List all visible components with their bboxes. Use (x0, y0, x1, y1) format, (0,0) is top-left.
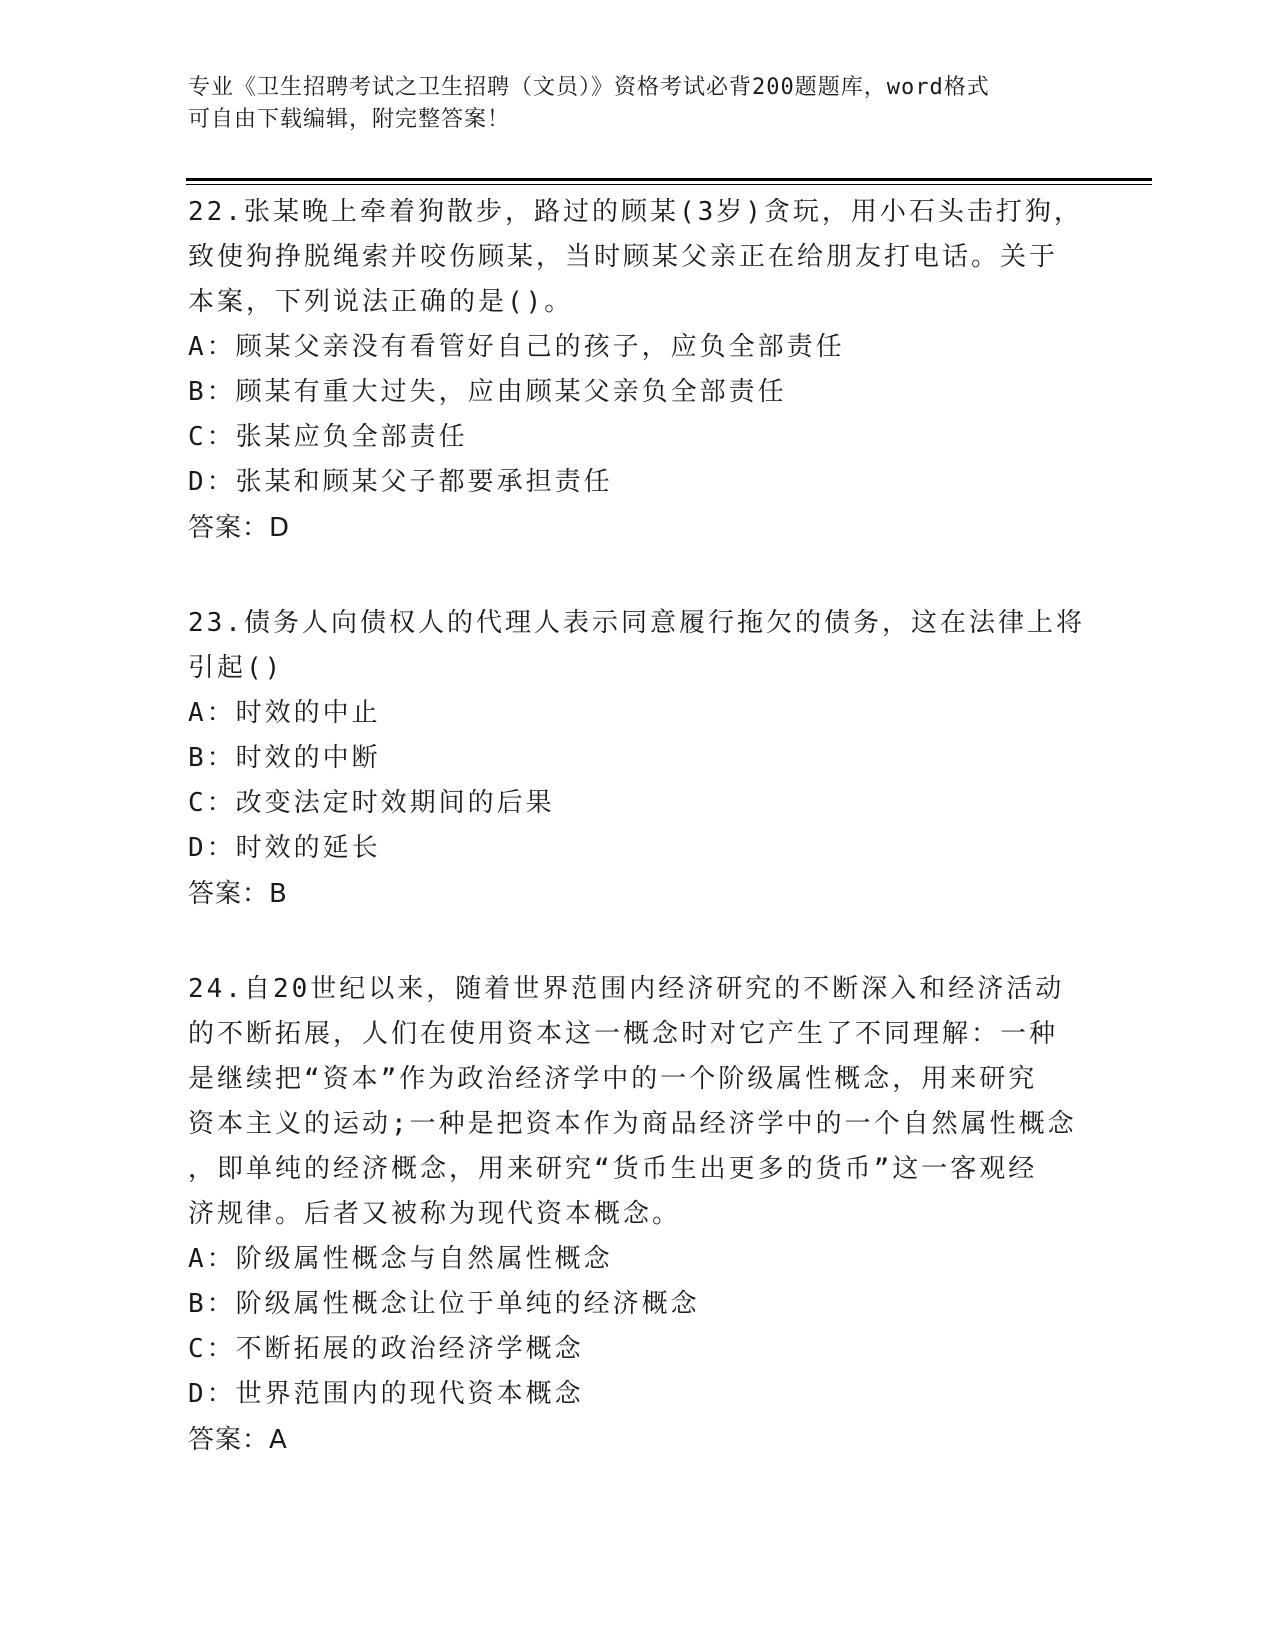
option-a: A：时效的中止 (188, 698, 381, 728)
document-header (188, 72, 1078, 136)
option-c: C：改变法定时效期间的后果 (188, 788, 555, 818)
question-22 (188, 190, 1088, 551)
option-c: C：张某应负全部责任 (188, 422, 468, 452)
option-d: D：世界范围内的现代资本概念 (188, 1379, 584, 1409)
header-divider-thick (186, 178, 1152, 181)
answer-label: 答案：B (188, 879, 288, 909)
question-text-line: 22.张某晚上牵着狗散步，路过的顾某(3岁)贪玩，用小石头击打狗， (188, 197, 1083, 227)
question-text-line: 的不断拓展，人们在使用资本这一概念时对它产生了不同理解：一种 (188, 1019, 1059, 1049)
answer-label: 答案：D (188, 513, 291, 543)
question-text-line: 是继续把“资本”作为政治经济学中的一个阶级属性概念，用来研究 (188, 1064, 1038, 1094)
option-d: D：时效的延长 (188, 833, 381, 863)
question-23 (188, 601, 1088, 917)
answer-label: 答案：A (188, 1425, 288, 1455)
option-c: C：不断拓展的政治经济学概念 (188, 1334, 584, 1364)
question-text-line: 济规律。后者又被称为现代资本概念。 (188, 1199, 682, 1229)
question-text-line: 引起() (188, 653, 284, 683)
question-text-line: 23.债务人向债权人的代理人表示同意履行拖欠的债务，这在法律上将 (188, 608, 1085, 638)
option-d: D：张某和顾某父子都要承担责任 (188, 467, 613, 497)
header-line-1: 专业《卫生招聘考试之卫生招聘（文员）》资格考试必背200题题库，word格式 (188, 75, 990, 100)
header-line-2: 可自由下载编辑，附完整答案！ (188, 107, 511, 132)
question-24 (188, 967, 1088, 1463)
question-text-line: 资本主义的运动;一种是把资本作为商品经济学中的一个自然属性概念 (188, 1109, 1077, 1139)
question-text-line: 24.自20世纪以来，随着世界范围内经济研究的不断深入和经济活动 (188, 974, 1065, 1004)
option-b: B：阶级属性概念让位于单纯的经济概念 (188, 1289, 700, 1319)
option-b: B：顾某有重大过失，应由顾某父亲负全部责任 (188, 377, 787, 407)
option-a: A：顾某父亲没有看管好自己的孩子，应负全部责任 (188, 332, 845, 362)
question-text-line: ，即单纯的经济概念，用来研究“货币生出更多的货币”这一客观经 (188, 1154, 1038, 1184)
question-list (188, 190, 1088, 1513)
question-text-line: 致使狗挣脱绳索并咬伤顾某，当时顾某父亲正在给朋友打电话。关于 (188, 242, 1059, 272)
option-a: A：阶级属性概念与自然属性概念 (188, 1244, 613, 1274)
header-divider-thin (186, 184, 1152, 185)
question-text-line: 本案，下列说法正确的是()。 (188, 287, 574, 317)
option-b: B：时效的中断 (188, 743, 381, 773)
